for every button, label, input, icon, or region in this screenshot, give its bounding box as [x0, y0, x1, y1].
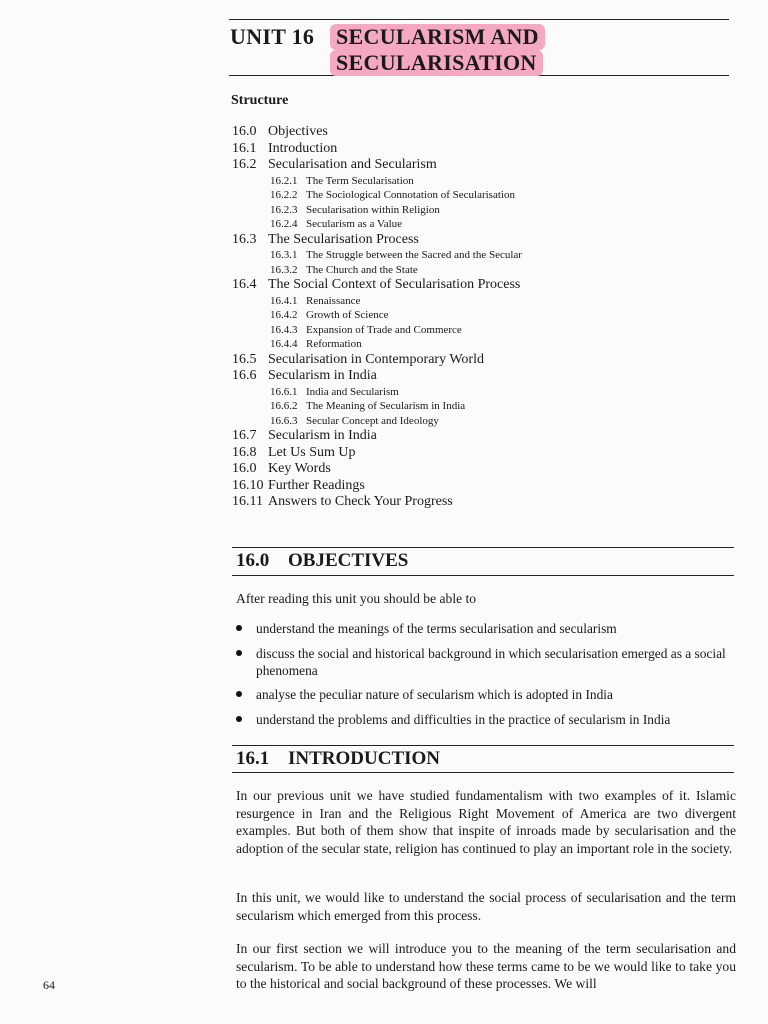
objective-text: understand the problems and difficulties in the practice of secularism in India: [256, 711, 671, 727]
bullet-dot-icon: [236, 716, 242, 722]
toc-item: [232, 368, 522, 385]
toc-item: [232, 478, 522, 495]
toc-item-number: 16.4: [232, 277, 257, 292]
bullet-dot-icon: [236, 625, 242, 631]
objectives-number: 16.0: [236, 550, 270, 571]
bullet-dot-icon: [236, 691, 242, 697]
toc-item: [232, 232, 522, 249]
toc-item-text: The Struggle between the Sacred and the Secular: [306, 249, 522, 261]
toc-item-text: Secular Concept and Ideology: [306, 414, 439, 427]
toc-item-text: Secularism as a Value: [306, 218, 403, 230]
toc-item-number: 16.3: [232, 231, 257, 247]
toc-item-number: 16.6: [232, 368, 257, 383]
toc-item-number: 16.3.2: [270, 263, 298, 276]
toc-item: [232, 494, 522, 511]
toc-item-number: 16.7: [232, 428, 257, 443]
objectives-heading: [236, 550, 408, 572]
toc-item: [232, 294, 522, 309]
toc-item-text: Introduction: [268, 140, 338, 156]
toc-item: [232, 203, 522, 218]
objective-bullet: [234, 686, 738, 703]
toc-item-number: 16.8: [232, 444, 257, 460]
toc-item: [232, 188, 522, 203]
page-number: 64: [43, 978, 55, 992]
toc-item: [232, 352, 522, 369]
toc-item-number: 16.0: [232, 461, 257, 476]
toc-item-text: The Social Context of Secularisation Process: [268, 277, 521, 292]
toc-item-number: 16.3.1: [270, 249, 298, 261]
toc-item-number: 16.2.3: [270, 203, 298, 216]
toc-item-text: Secularisation and Secularism: [268, 157, 437, 172]
toc-item-text: Let Us Sum Up: [268, 444, 356, 460]
toc-item-text: Expansion of Trade and Commerce: [306, 323, 462, 336]
toc-item: [232, 461, 522, 478]
toc-item-text: Further Readings: [268, 477, 365, 493]
toc-item: [232, 308, 522, 323]
introduction-heading: [236, 748, 440, 770]
toc-item-number: 16.2.1: [270, 174, 298, 187]
toc-item-text: Renaissance: [306, 294, 361, 307]
toc-item-text: Growth of Science: [306, 309, 389, 321]
toc-item: [232, 263, 522, 278]
objective-bullet: [234, 711, 738, 728]
toc-item-text: The Term Secularisation: [306, 174, 414, 187]
toc-item-number: 16.4.4: [270, 338, 298, 350]
toc-item-text: The Secularisation Process: [268, 231, 419, 247]
toc-item-text: Objectives: [268, 124, 328, 139]
toc-item-text: Key Words: [268, 461, 331, 476]
toc-item-number: 16.0: [232, 124, 257, 139]
header-top-rule: [229, 19, 729, 20]
toc-item: [232, 323, 522, 338]
toc-item-number: 16.10: [232, 477, 264, 493]
introduction-top-rule: [232, 745, 734, 746]
toc-item-text: Reformation: [306, 338, 362, 350]
introduction-title: INTRODUCTION: [288, 748, 441, 769]
toc-item: [232, 385, 522, 400]
introduction-paragraph-3: In our first section we will introduce you to the meaning of the term secularisation and secularism. To be able to understand how these terms came to be we would like to take you to the historical and social background of these processes. We will: [236, 941, 736, 991]
unit-title-line-2: SECULARISATION: [330, 50, 543, 76]
toc-item: [232, 157, 522, 174]
toc-item-text: The Church and the State: [306, 263, 418, 276]
toc-item: [232, 337, 522, 352]
toc-item-number: 16.11: [232, 494, 263, 509]
objectives-top-rule: [232, 547, 734, 548]
objectives-title: OBJECTIVES: [288, 550, 409, 571]
toc-item-text: India and Secularism: [306, 385, 399, 398]
introduction-paragraph-2: In this unit, we would like to understand the social process of secularisation and the term secularism which emerged from this process.: [236, 890, 736, 923]
toc-item-number: 16.2: [232, 157, 257, 172]
toc-item-text: Secularisation within Religion: [306, 203, 440, 216]
toc-item-number: 16.6.2: [270, 400, 298, 412]
introduction-number: 16.1: [236, 748, 270, 769]
toc-item-text: The Meaning of Secularism in India: [306, 400, 466, 412]
objective-bullet: [234, 620, 738, 637]
objectives-intro: After reading this unit you should be able to: [236, 591, 477, 606]
introduction-bottom-rule: [232, 772, 734, 773]
objectives-list: [234, 620, 738, 735]
unit-label: UNIT 16: [230, 24, 315, 49]
objective-text: analyse the peculiar nature of secularism which is adopted in India: [256, 687, 613, 702]
toc-item-number: 16.6.3: [270, 414, 298, 427]
toc-item-text: Secularism in India: [268, 368, 377, 383]
toc-item-text: Secularisation in Contemporary World: [268, 351, 484, 367]
toc-item-text: The Sociological Connotation of Secularisation: [306, 189, 515, 201]
toc-item-number: 16.4.1: [270, 294, 298, 307]
toc-item-number: 16.1: [232, 140, 257, 156]
toc-item-number: 16.4.3: [270, 323, 298, 336]
objective-text: understand the meanings of the terms secularisation and secularism: [256, 621, 617, 636]
objective-text: discuss the social and historical background in which secularisation emerged as a social phenomena: [256, 645, 726, 678]
toc-item: [232, 124, 522, 141]
bullet-dot-icon: [236, 650, 242, 656]
introduction-paragraph-1: In our previous unit we have studied fundamentalism with two examples of it. Islamic resurgence in Iran and the Religious Right Movement of America are two divergent examples. But both of them show that inspite of inroads made by secularisation and the adoption of the secular state, religion has continued to play an important role in the society.: [236, 788, 736, 856]
objective-bullet: [234, 645, 738, 679]
toc-item: [232, 141, 522, 158]
toc-item: [232, 277, 522, 294]
toc-item-number: 16.2.2: [270, 189, 298, 201]
toc-item: [232, 399, 522, 414]
structure-heading: Structure: [231, 93, 289, 108]
toc-item: [232, 445, 522, 462]
toc-item: [232, 248, 522, 263]
toc-item-text: Answers to Check Your Progress: [268, 494, 453, 509]
toc-item-number: 16.6.1: [270, 385, 298, 398]
objectives-bottom-rule: [232, 575, 734, 576]
toc-item: [232, 174, 522, 189]
toc-item-number: 16.2.4: [270, 218, 298, 230]
unit-title-line-1: SECULARISM AND: [330, 24, 545, 50]
toc-item: [232, 414, 522, 429]
toc-item: [232, 217, 522, 232]
table-of-contents: [232, 124, 522, 511]
toc-item-number: 16.5: [232, 351, 257, 367]
toc-item-text: Secularism in India: [268, 428, 377, 443]
toc-item: [232, 428, 522, 445]
toc-item-number: 16.4.2: [270, 309, 298, 321]
